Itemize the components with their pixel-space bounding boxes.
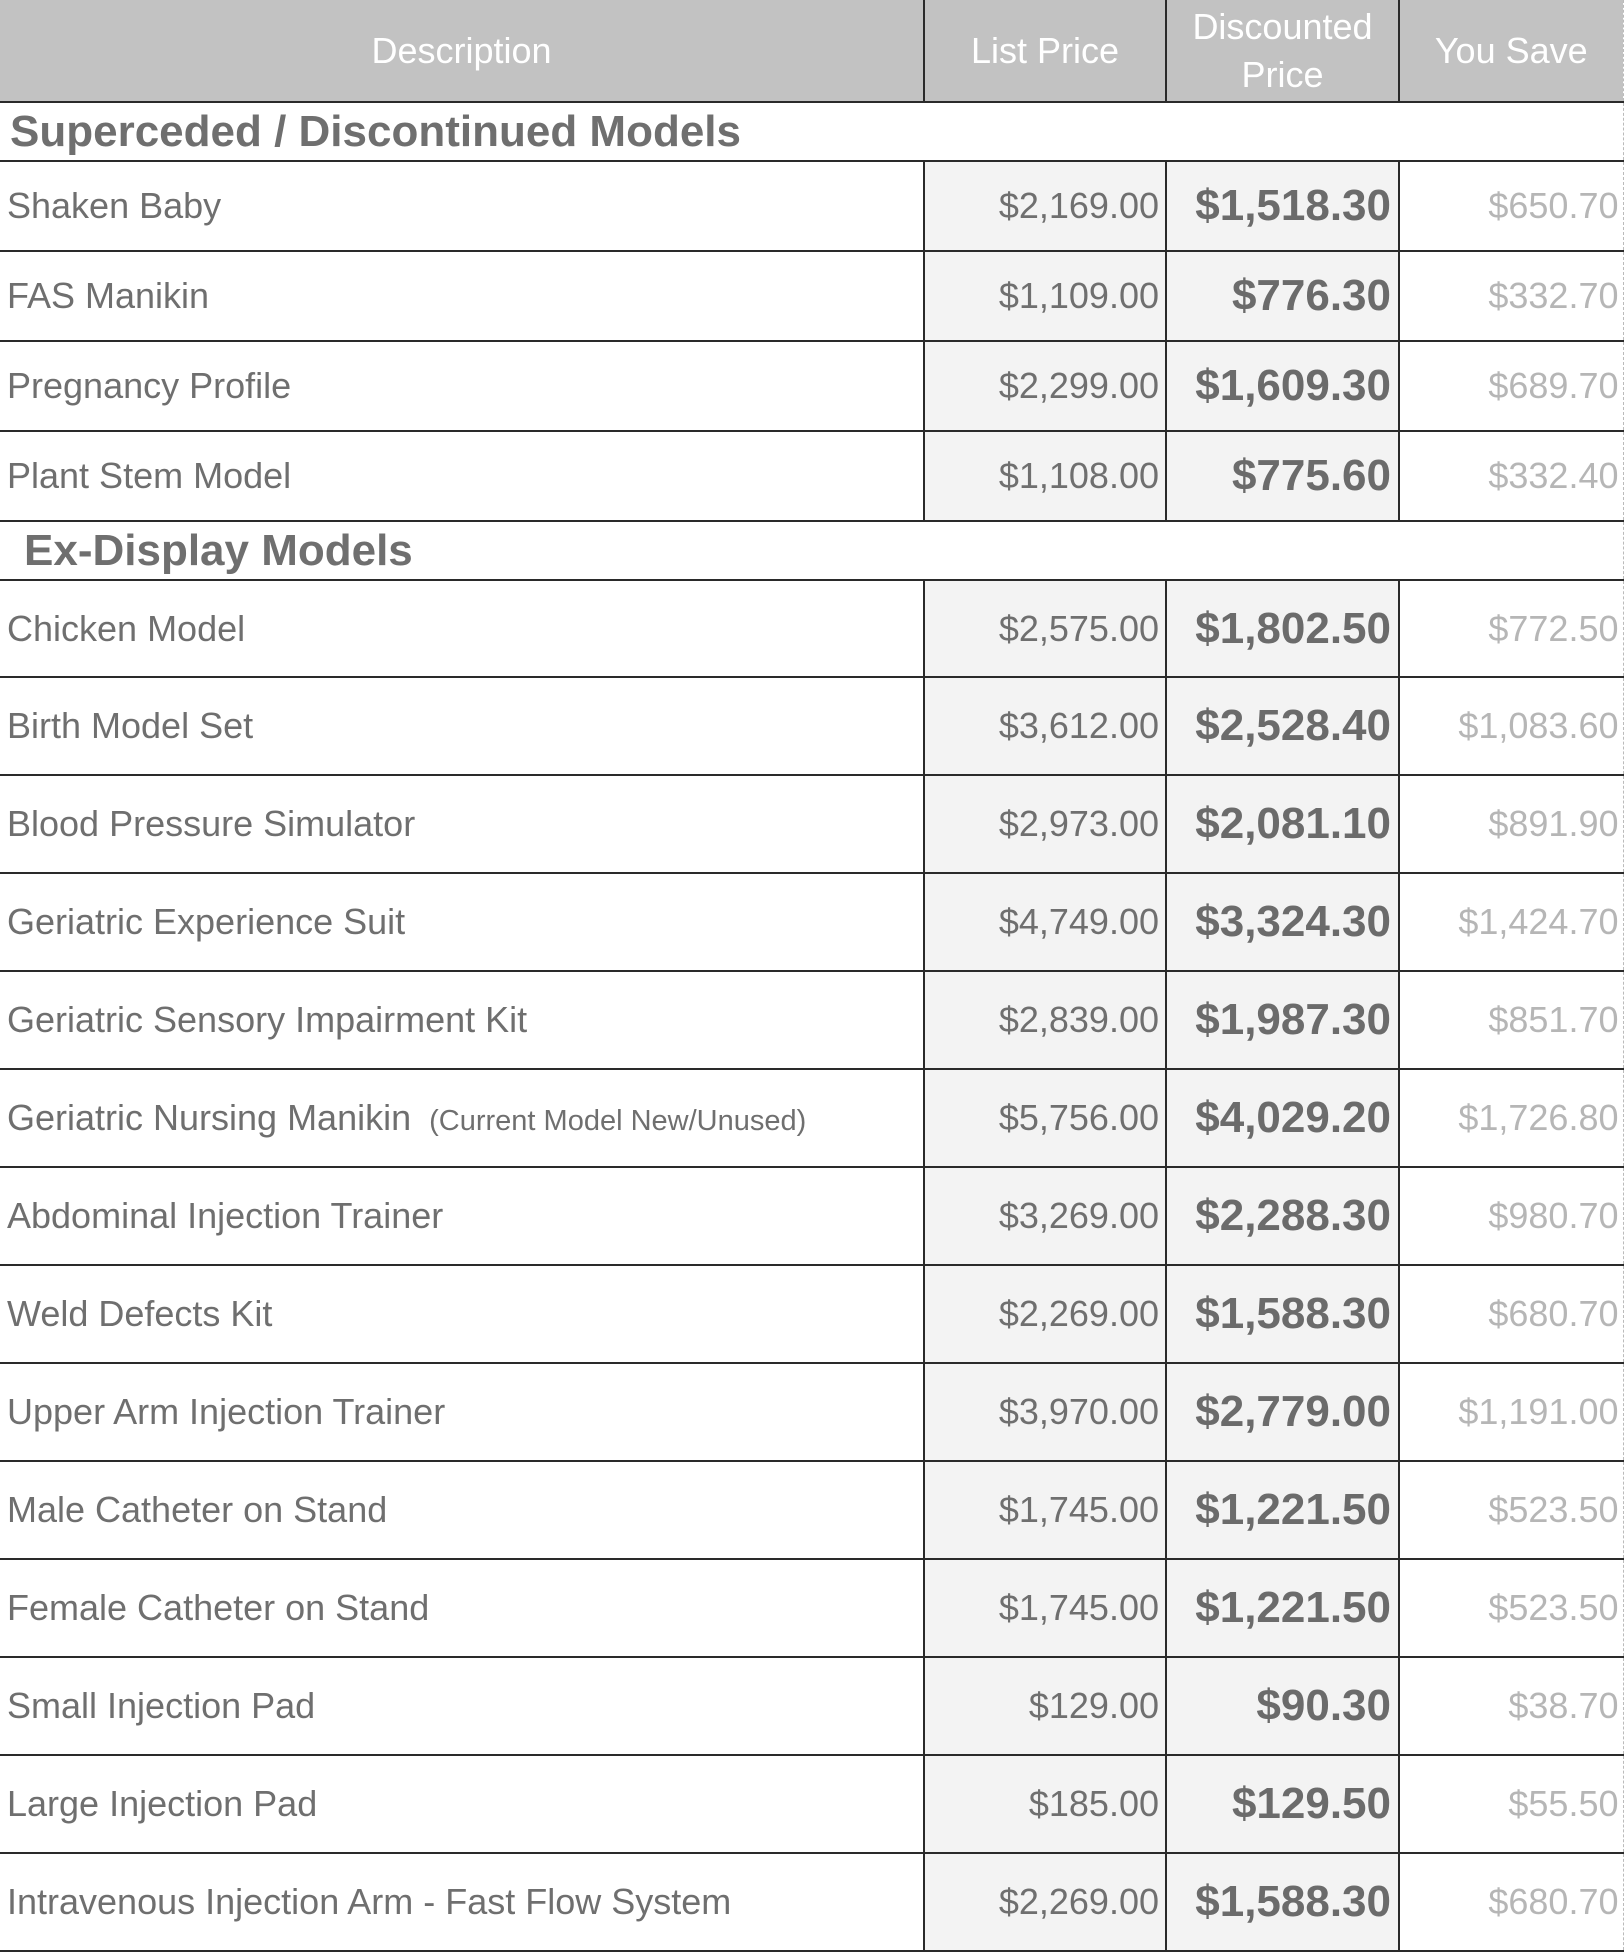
item-note: (Current Model New/Unused) bbox=[429, 1105, 807, 1137]
discounted-price-cell: $1,588.30 bbox=[1166, 1853, 1399, 1951]
you-save-cell: $1,191.00 bbox=[1399, 1363, 1623, 1461]
header-list-price: List Price bbox=[924, 0, 1166, 102]
list-price-cell: $3,970.00 bbox=[924, 1363, 1166, 1461]
item-description bbox=[0, 1755, 924, 1853]
item-description bbox=[0, 431, 924, 521]
item-description bbox=[0, 775, 924, 873]
item-name: Geriatric Sensory Impairment Kit bbox=[7, 999, 528, 1040]
list-price-cell: $3,612.00 bbox=[924, 677, 1166, 775]
discounted-price-cell: $1,588.30 bbox=[1166, 1265, 1399, 1363]
section-title: Ex-Display Models bbox=[0, 521, 1623, 580]
you-save-cell: $38.70 bbox=[1399, 1657, 1623, 1755]
item-description bbox=[0, 971, 924, 1069]
you-save-cell: $851.70 bbox=[1399, 971, 1623, 1069]
table-row bbox=[0, 1853, 1623, 1951]
discounted-price-cell: $1,518.30 bbox=[1166, 161, 1399, 251]
section-row bbox=[0, 521, 1623, 580]
you-save-cell: $332.70 bbox=[1399, 251, 1623, 341]
table-row bbox=[0, 1461, 1623, 1559]
item-description bbox=[0, 1069, 924, 1167]
table-row bbox=[0, 431, 1623, 521]
section-row bbox=[0, 102, 1623, 161]
item-name: FAS Manikin bbox=[7, 275, 210, 316]
table-row bbox=[0, 677, 1623, 775]
item-description bbox=[0, 1363, 924, 1461]
discounted-price-cell: $2,528.40 bbox=[1166, 677, 1399, 775]
you-save-cell: $55.50 bbox=[1399, 1755, 1623, 1853]
item-description bbox=[0, 161, 924, 251]
item-description bbox=[0, 580, 924, 677]
list-price-cell: $5,756.00 bbox=[924, 1069, 1166, 1167]
you-save-cell: $680.70 bbox=[1399, 1853, 1623, 1951]
header-description: Description bbox=[0, 0, 924, 102]
item-name: Shaken Baby bbox=[7, 185, 222, 226]
item-name: Large Injection Pad bbox=[7, 1783, 318, 1824]
list-price-cell: $185.00 bbox=[924, 1755, 1166, 1853]
item-description bbox=[0, 1559, 924, 1657]
item-description bbox=[0, 251, 924, 341]
table-row bbox=[0, 775, 1623, 873]
item-name: Female Catheter on Stand bbox=[7, 1587, 430, 1628]
table-row bbox=[0, 1559, 1623, 1657]
item-description bbox=[0, 677, 924, 775]
table-row bbox=[0, 1755, 1623, 1853]
list-price-cell: $2,269.00 bbox=[924, 1853, 1166, 1951]
table-row bbox=[0, 873, 1623, 971]
header-discounted-price: Discounted Price bbox=[1166, 0, 1399, 102]
list-price-cell: $1,745.00 bbox=[924, 1461, 1166, 1559]
item-description bbox=[0, 1657, 924, 1755]
discounted-price-cell: $775.60 bbox=[1166, 431, 1399, 521]
item-description bbox=[0, 873, 924, 971]
discounted-price-cell: $1,221.50 bbox=[1166, 1461, 1399, 1559]
item-description bbox=[0, 1167, 924, 1265]
item-name: Chicken Model bbox=[7, 607, 246, 649]
header-you-save: You Save bbox=[1399, 0, 1623, 102]
table-row bbox=[0, 251, 1623, 341]
list-price-cell: $1,109.00 bbox=[924, 251, 1166, 341]
discounted-price-cell: $2,779.00 bbox=[1166, 1363, 1399, 1461]
table-row bbox=[0, 971, 1623, 1069]
discounted-price-cell: $2,288.30 bbox=[1166, 1167, 1399, 1265]
discounted-price-cell: $2,081.10 bbox=[1166, 775, 1399, 873]
you-save-cell: $1,424.70 bbox=[1399, 873, 1623, 971]
list-price-cell: $1,108.00 bbox=[924, 431, 1166, 521]
section-title: Superceded / Discontinued Models bbox=[0, 102, 1623, 161]
list-price-cell: $2,839.00 bbox=[924, 971, 1166, 1069]
you-save-cell: $650.70 bbox=[1399, 161, 1623, 251]
table-row bbox=[0, 580, 1623, 677]
list-price-cell: $2,299.00 bbox=[924, 341, 1166, 431]
table-body bbox=[0, 102, 1623, 1951]
item-description bbox=[0, 1853, 924, 1951]
item-name: Geriatric Experience Suit bbox=[7, 901, 406, 942]
item-name: Small Injection Pad bbox=[7, 1685, 316, 1726]
item-name: Birth Model Set bbox=[7, 705, 254, 746]
you-save-cell: $332.40 bbox=[1399, 431, 1623, 521]
table-row bbox=[0, 1363, 1623, 1461]
list-price-cell: $129.00 bbox=[924, 1657, 1166, 1755]
list-price-cell: $2,973.00 bbox=[924, 775, 1166, 873]
table-row bbox=[0, 1069, 1623, 1167]
you-save-cell: $772.50 bbox=[1399, 580, 1623, 677]
table-row bbox=[0, 161, 1623, 251]
item-name: Abdominal Injection Trainer bbox=[7, 1195, 444, 1236]
you-save-cell: $980.70 bbox=[1399, 1167, 1623, 1265]
you-save-cell: $523.50 bbox=[1399, 1559, 1623, 1657]
discounted-price-cell: $129.50 bbox=[1166, 1755, 1399, 1853]
header-row bbox=[0, 0, 1623, 102]
discounted-price-cell: $1,802.50 bbox=[1166, 580, 1399, 677]
list-price-cell: $3,269.00 bbox=[924, 1167, 1166, 1265]
item-name: Plant Stem Model bbox=[7, 455, 292, 496]
you-save-cell: $523.50 bbox=[1399, 1461, 1623, 1559]
discounted-price-cell: $4,029.20 bbox=[1166, 1069, 1399, 1167]
list-price-cell: $2,169.00 bbox=[924, 161, 1166, 251]
item-name: Pregnancy Profile bbox=[7, 365, 292, 406]
list-price-cell: $2,575.00 bbox=[924, 580, 1166, 677]
item-name: Blood Pressure Simulator bbox=[7, 803, 416, 844]
item-name: Weld Defects Kit bbox=[7, 1293, 273, 1334]
you-save-cell: $689.70 bbox=[1399, 341, 1623, 431]
item-name: Upper Arm Injection Trainer bbox=[7, 1391, 446, 1432]
list-price-cell: $1,745.00 bbox=[924, 1559, 1166, 1657]
item-name: Male Catheter on Stand bbox=[7, 1489, 388, 1530]
you-save-cell: $891.90 bbox=[1399, 775, 1623, 873]
list-price-cell: $4,749.00 bbox=[924, 873, 1166, 971]
discounted-price-cell: $90.30 bbox=[1166, 1657, 1399, 1755]
discounted-price-cell: $776.30 bbox=[1166, 251, 1399, 341]
discounted-price-cell: $3,324.30 bbox=[1166, 873, 1399, 971]
table-row bbox=[0, 1265, 1623, 1363]
discounted-price-cell: $1,221.50 bbox=[1166, 1559, 1399, 1657]
table-row bbox=[0, 341, 1623, 431]
you-save-cell: $1,726.80 bbox=[1399, 1069, 1623, 1167]
table-row bbox=[0, 1657, 1623, 1755]
list-price-cell: $2,269.00 bbox=[924, 1265, 1166, 1363]
item-description bbox=[0, 1461, 924, 1559]
item-description bbox=[0, 341, 924, 431]
table-row bbox=[0, 1167, 1623, 1265]
you-save-cell: $1,083.60 bbox=[1399, 677, 1623, 775]
item-name: Intravenous Injection Arm - Fast Flow System bbox=[7, 1881, 732, 1922]
item-name: Geriatric Nursing Manikin bbox=[7, 1097, 412, 1138]
you-save-cell: $680.70 bbox=[1399, 1265, 1623, 1363]
discounted-price-cell: $1,987.30 bbox=[1166, 971, 1399, 1069]
discounted-price-cell: $1,609.30 bbox=[1166, 341, 1399, 431]
item-description bbox=[0, 1265, 924, 1363]
